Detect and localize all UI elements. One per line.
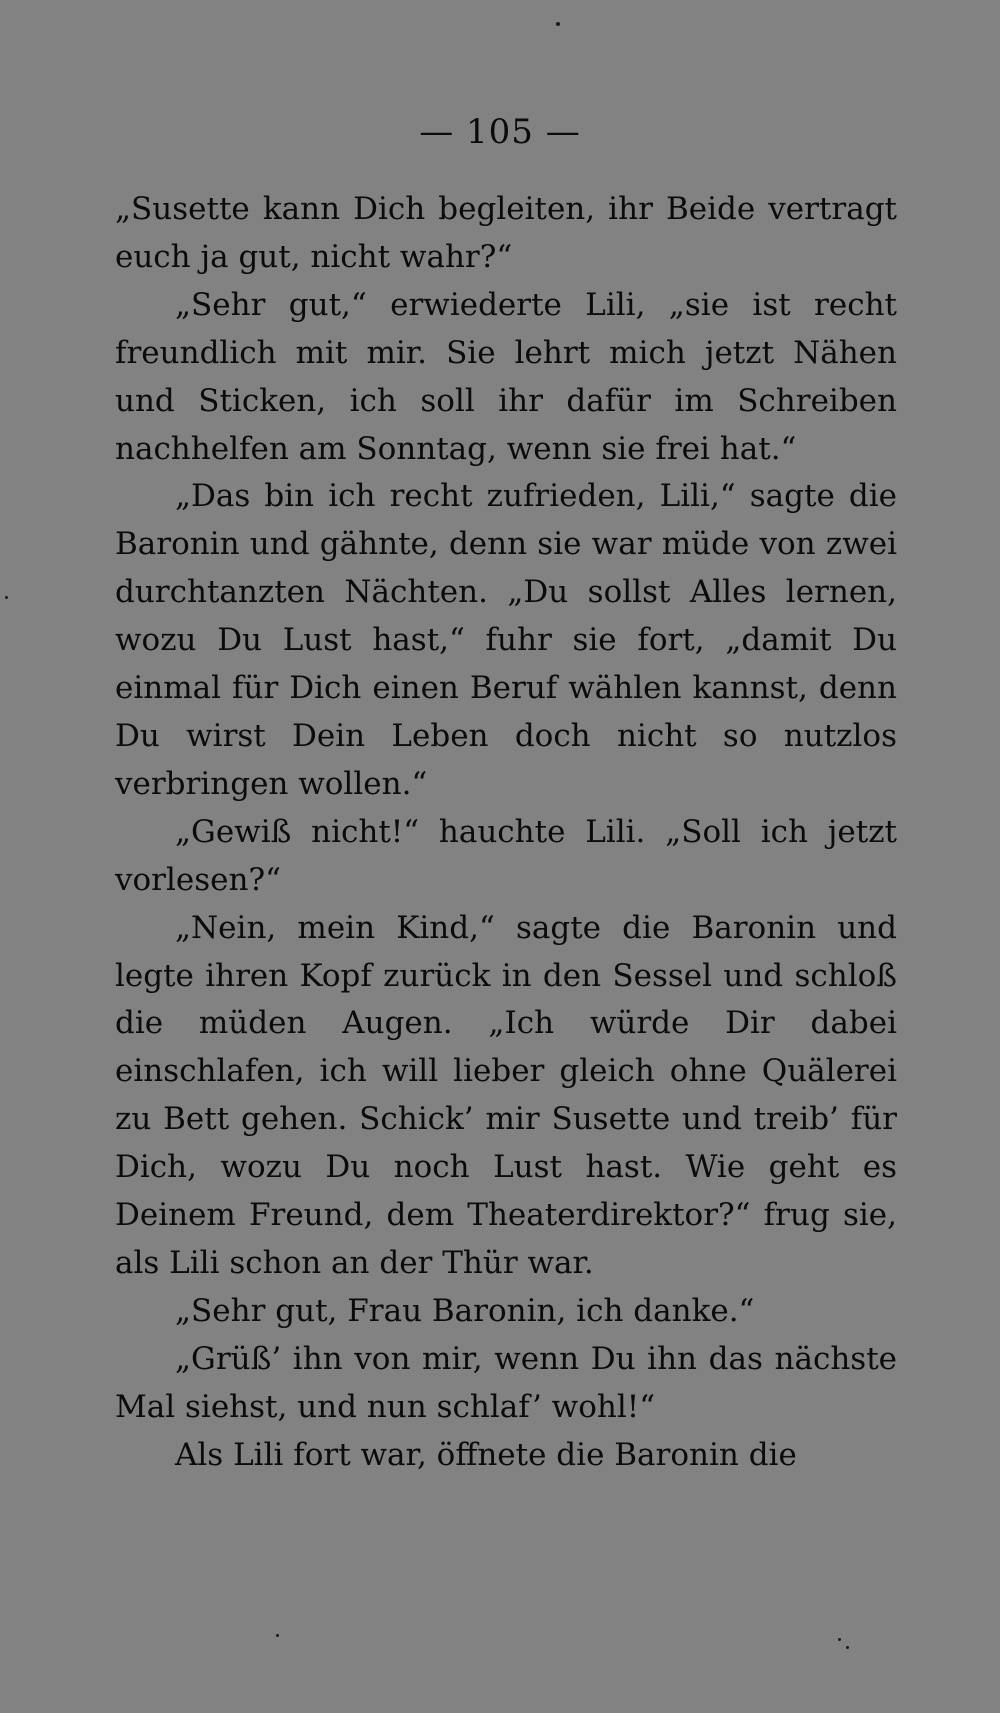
- paragraph: Als Lili fort war, öffnete die Baronin die: [175, 1436, 797, 1473]
- ink-speck: [838, 1638, 841, 1641]
- paragraph: „Nein, mein Kind,“ sagte die Baronin und legte ihren Kopf zurück in den Sessel und schloß die müden Augen. „Ich würde Dir dabei einschlafen, ich will lieber gleich ohne Quälerei zu Bett gehen. Schick’ mir Susette und treib’ für Dich, wozu Du noch Lust hast. Wie geht es Deinem Freund, dem Theaterdirektor?“ frug sie, als Lili schon an der Thür war.: [115, 909, 897, 1281]
- ink-speck: [5, 596, 8, 599]
- ink-speck: [556, 22, 560, 26]
- body-text: [115, 186, 897, 1479]
- ink-speck: [276, 1634, 279, 1637]
- page-number: — 105 —: [419, 112, 581, 152]
- paragraph: „Grüß’ ihn von mir, wenn Du ihn das nächste Mal siehst, und nun schlaf’ wohl!“: [115, 1340, 897, 1425]
- paragraph: „Das bin ich recht zufrieden, Lili,“ sagte die Baronin und gähnte, denn sie war müde von zwei durchtanzten Nächten. „Du sollst Alles lernen, wozu Du Lust hast,“ fuhr sie fort, „damit Du einmal für Dich einen Beruf wählen kannst, denn Du wirst Dein Leben doch nicht so nutzlos verbringen wollen.“: [115, 478, 897, 802]
- paragraph: „Susette kann Dich begleiten, ihr Beide vertragt euch ja gut, nicht wahr?“: [115, 191, 897, 275]
- ink-speck: [846, 1646, 849, 1649]
- paragraph: „Sehr gut, Frau Baronin, ich danke.“: [175, 1292, 755, 1329]
- paragraph: „Gewiß nicht!“ hauchte Lili. „Soll ich jetzt vorlesen?“: [115, 813, 897, 898]
- paragraph: „Sehr gut,“ erwiederte Lili, „sie ist recht freundlich mit mir. Sie lehrt mich jetzt Nähen und Sticken, ich soll ihr dafür im Schreiben nachhelfen am Sonntag, wenn sie frei hat.“: [115, 286, 897, 467]
